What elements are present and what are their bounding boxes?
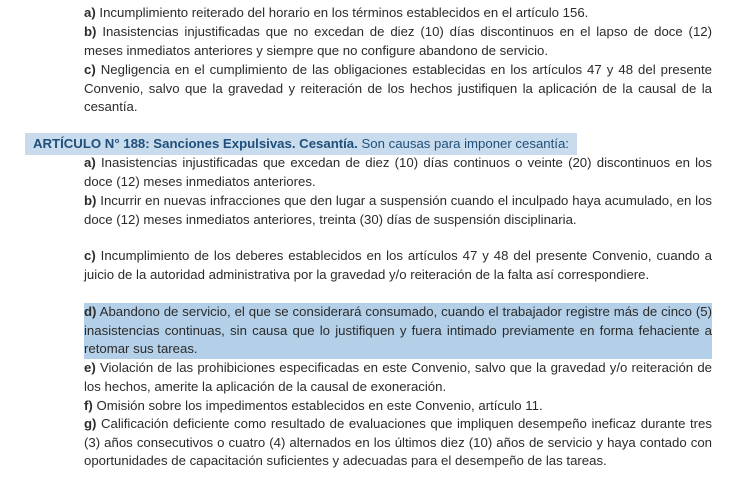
article-intro: Son causas para imponer cesantía:: [361, 136, 569, 151]
item-letter: e): [84, 360, 96, 375]
prev-item-a: [84, 4, 712, 23]
item-text: Abandono de servicio, el que se considerará consumado, cuando el trabajador registre más de cinco (5) inasistencias continuas, sin causa que lo justifiquen y fuera intimado previamente en forma fehaciente a retomar sus tareas.: [84, 304, 712, 357]
article-heading: [25, 133, 577, 155]
item-e: [84, 359, 712, 396]
item-letter: d): [84, 304, 97, 319]
item-letter: b): [84, 24, 97, 39]
item-letter: f): [84, 398, 93, 413]
item-letter: c): [84, 248, 96, 263]
item-g: [84, 415, 712, 471]
item-text: Violación de las prohibiciones especificadas en este Convenio, salvo que la gravedad y/o reiteración de los hechos, amerite la aplicación de la causal de exoneración.: [84, 360, 712, 394]
item-letter: g): [84, 416, 97, 431]
item-text: Omisión sobre los impedimentos establecidos en este Convenio, artículo 11.: [96, 398, 543, 413]
prev-item-b: [84, 23, 712, 60]
item-letter: c): [84, 62, 96, 77]
article-title: ARTÍCULO N° 188: Sanciones Expulsivas. Cesantía.: [33, 136, 358, 151]
item-f: [84, 397, 712, 416]
item-a: [84, 154, 712, 191]
item-text: Inasistencias injustificadas que no excedan de diez (10) días discontinuos en el lapso de doce (12) meses inmediatos anteriores y siempre que no configure abandono de servicio.: [84, 24, 712, 58]
item-text: Calificación deficiente como resultado de evaluaciones que impliquen desempeño ineficaz durante tres (3) años consecutivos o cuatro (4) alternados en los últimos diez (10) años de servicio y haya contado con oportunidades de capacitación suficientes y adecuadas para el desempeño de las tareas.: [84, 416, 712, 469]
item-letter: a): [84, 155, 96, 170]
item-letter: a): [84, 5, 96, 20]
item-letter: b): [84, 193, 97, 208]
item-text: Inasistencias injustificadas que excedan de diez (10) días continuos o veinte (20) discontinuos en los doce (12) meses inmediatos anteriores.: [84, 155, 712, 189]
item-d-highlighted: [84, 303, 712, 359]
item-text: Negligencia en el cumplimiento de las obligaciones establecidas en los artículos 47 y 48 del presente Convenio, salvo que la gravedad y reiteración de los hechos justifiquen la aplicación de la causal de la cesantía.: [84, 62, 712, 115]
prev-item-c: [84, 61, 712, 117]
item-text: Incurrir en nuevas infracciones que den lugar a suspensión cuando el inculpado haya acumulado, en los doce (12) meses inmediatos anteriores, treinta (30) días de suspensión disciplinaria.: [84, 193, 712, 227]
item-c: [84, 247, 712, 284]
item-b: [84, 192, 712, 229]
item-text: Incumplimiento reiterado del horario en los términos establecidos en el artículo 156.: [99, 5, 589, 20]
item-text: Incumplimiento de los deberes establecidos en los artículos 47 y 48 del presente Convenio, cuando a juicio de la autoridad administrativa por la gravedad y/o reiteración de la falta así correspondiere.: [84, 248, 712, 282]
